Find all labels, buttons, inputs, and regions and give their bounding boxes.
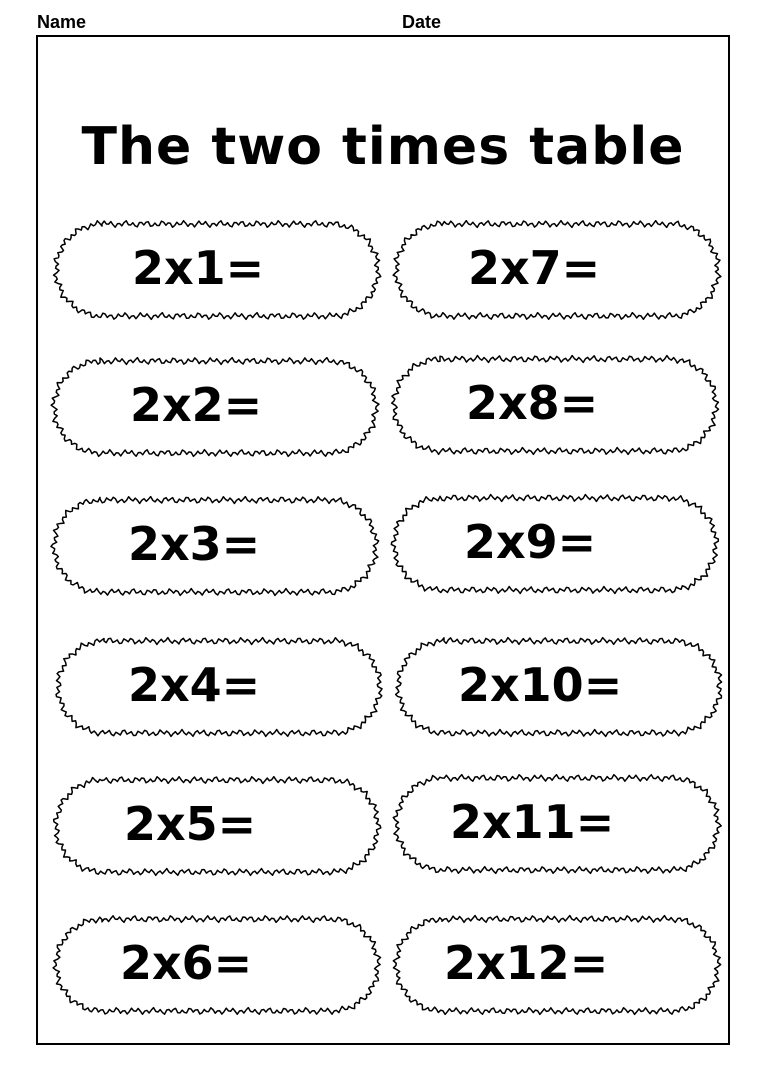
problem-expression: 2x11= [450, 795, 615, 849]
problem-expression: 2x10= [458, 658, 623, 712]
problem-expression: 2x5= [124, 797, 257, 851]
problem-expression: 2x3= [128, 517, 261, 571]
problem-bubble-2x3 [50, 496, 380, 596]
problem-expression: 2x7= [468, 241, 601, 295]
problem-expression: 2x6= [120, 936, 253, 990]
worksheet-title: The two times table [81, 117, 685, 177]
date-label: Date [402, 12, 442, 32]
problem-expression: 2x1= [132, 241, 265, 295]
problem-bubble-2x11 [392, 774, 722, 874]
problem-bubble-2x1 [52, 220, 382, 320]
problem-expression: 2x12= [444, 936, 609, 990]
name-label: Name [37, 12, 87, 32]
problem-bubble-2x7 [392, 220, 722, 320]
problem-bubble-2x12 [392, 915, 722, 1015]
problem-expression: 2x8= [466, 376, 599, 430]
problem-bubble-2x2 [50, 357, 380, 457]
problem-expression: 2x2= [130, 378, 263, 432]
problem-bubble-2x10 [394, 637, 724, 737]
problem-bubble-2x6 [52, 915, 382, 1015]
problem-bubble-2x9 [390, 494, 720, 594]
problem-bubble-2x8 [390, 355, 720, 455]
problem-bubble-2x5 [52, 776, 382, 876]
problem-expression: 2x4= [128, 658, 261, 712]
problem-expression: 2x9= [464, 515, 597, 569]
problem-bubble-2x4 [54, 637, 384, 737]
